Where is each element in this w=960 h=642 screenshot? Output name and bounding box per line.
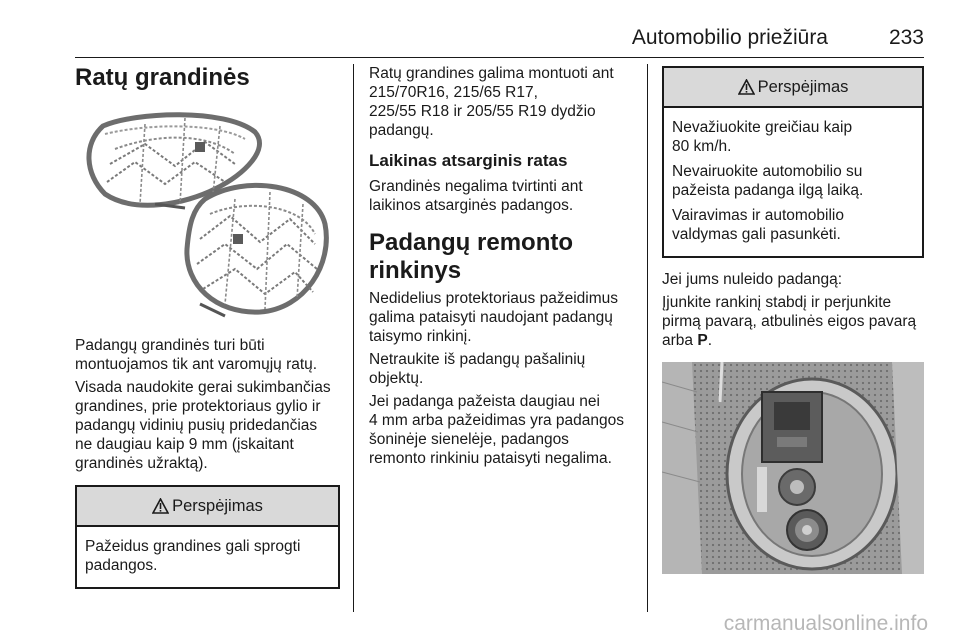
warning-box-speed [662,66,924,258]
warning-speed-limit: Nevažiuokite greičiau kaip 80 km/h. [672,119,853,155]
paragraph-handbrake: Įjunkite rankinį stabdį ir perjunkite pirmą pavarą, atbulinės eigos pavarą arba P. [662,294,917,349]
section-heading-tire-chains: Ratų grandinės [75,64,250,91]
page-number: 233 [888,26,924,49]
warning-triangle-icon [152,498,169,514]
footer-watermark: carmanualsonline.info [723,612,928,635]
column-3 [662,64,924,574]
warning-duration: Nevairuokite automobilio su pažeista padanga ilgą laiką. [672,163,864,199]
gear-p-label: P [697,332,708,349]
repair-kit-photo [662,362,924,574]
column-divider-2 [647,64,648,612]
trunk-repair-kit-image [662,362,924,574]
warning-title: Perspėjimas [757,77,849,96]
warning-box-chains [75,485,340,589]
paragraph-foreign-objects: Netraukite iš padangų pašalinių objektų. [369,351,586,387]
column-2 [369,64,637,472]
tire-chains-illustration [75,104,340,322]
warning-title: Perspėjimas [172,496,263,515]
tire-chains-drawing [75,104,340,322]
warning-text: Pažeidus grandines gali sprogti padangos. [85,538,301,574]
paragraph-drive-wheels: Padangų grandinės turi būti montuojamos tik ant varomųjų ratų. [75,337,318,373]
paragraph-spare-no-chains: Grandinės negalima tvirtinti ant laikinos atsarginės padangos. [369,178,583,214]
warning-header [664,68,922,108]
column-1 [75,64,340,601]
paragraph-tire-sizes: Ratų grandines galima montuoti ant 215/70R16, 215/65 R17, 225/55 R18 ir 205/55 R19 dydžio padangų. [369,65,614,139]
paragraph-repair-kit-intro: Nedidelius protektoriaus pažeidimus galima pataisyti naudojant padangų taisymo rinkinį. [369,290,618,345]
warning-header [77,487,338,527]
subheading-temporary-spare: Laikinas atsarginis ratas [369,151,568,170]
warning-body [77,527,338,587]
column-divider-1 [353,64,354,612]
paragraph-chain-requirements: Visada naudokite gerai sukimbančias grandines, prie protektoriaus gylio ir padangų vidinių pusių pridedančias ne daugiau kaip 9 mm (įskaitant grandinės užraktą). [75,379,331,472]
warning-handling: Vairavimas ir automobilio valdymas gali pasunkėti. [672,207,844,243]
section-heading-repair-kit: Padangų remonto rinkinys [369,229,574,284]
page-header [75,22,924,58]
paragraph-damage-limits: Jei padanga pažeista daugiau nei 4 mm arba pažeidimas yra padangos šoninėje sienelėje, padangos remonto rinkiniu pataisyti negalima. [369,393,625,467]
warning-triangle-icon [738,79,755,95]
warning-body [664,108,922,256]
header-title: Automobilio priežiūra [631,26,828,49]
paragraph-flat-tire: Jei jums nuleido padangą: [662,271,843,288]
